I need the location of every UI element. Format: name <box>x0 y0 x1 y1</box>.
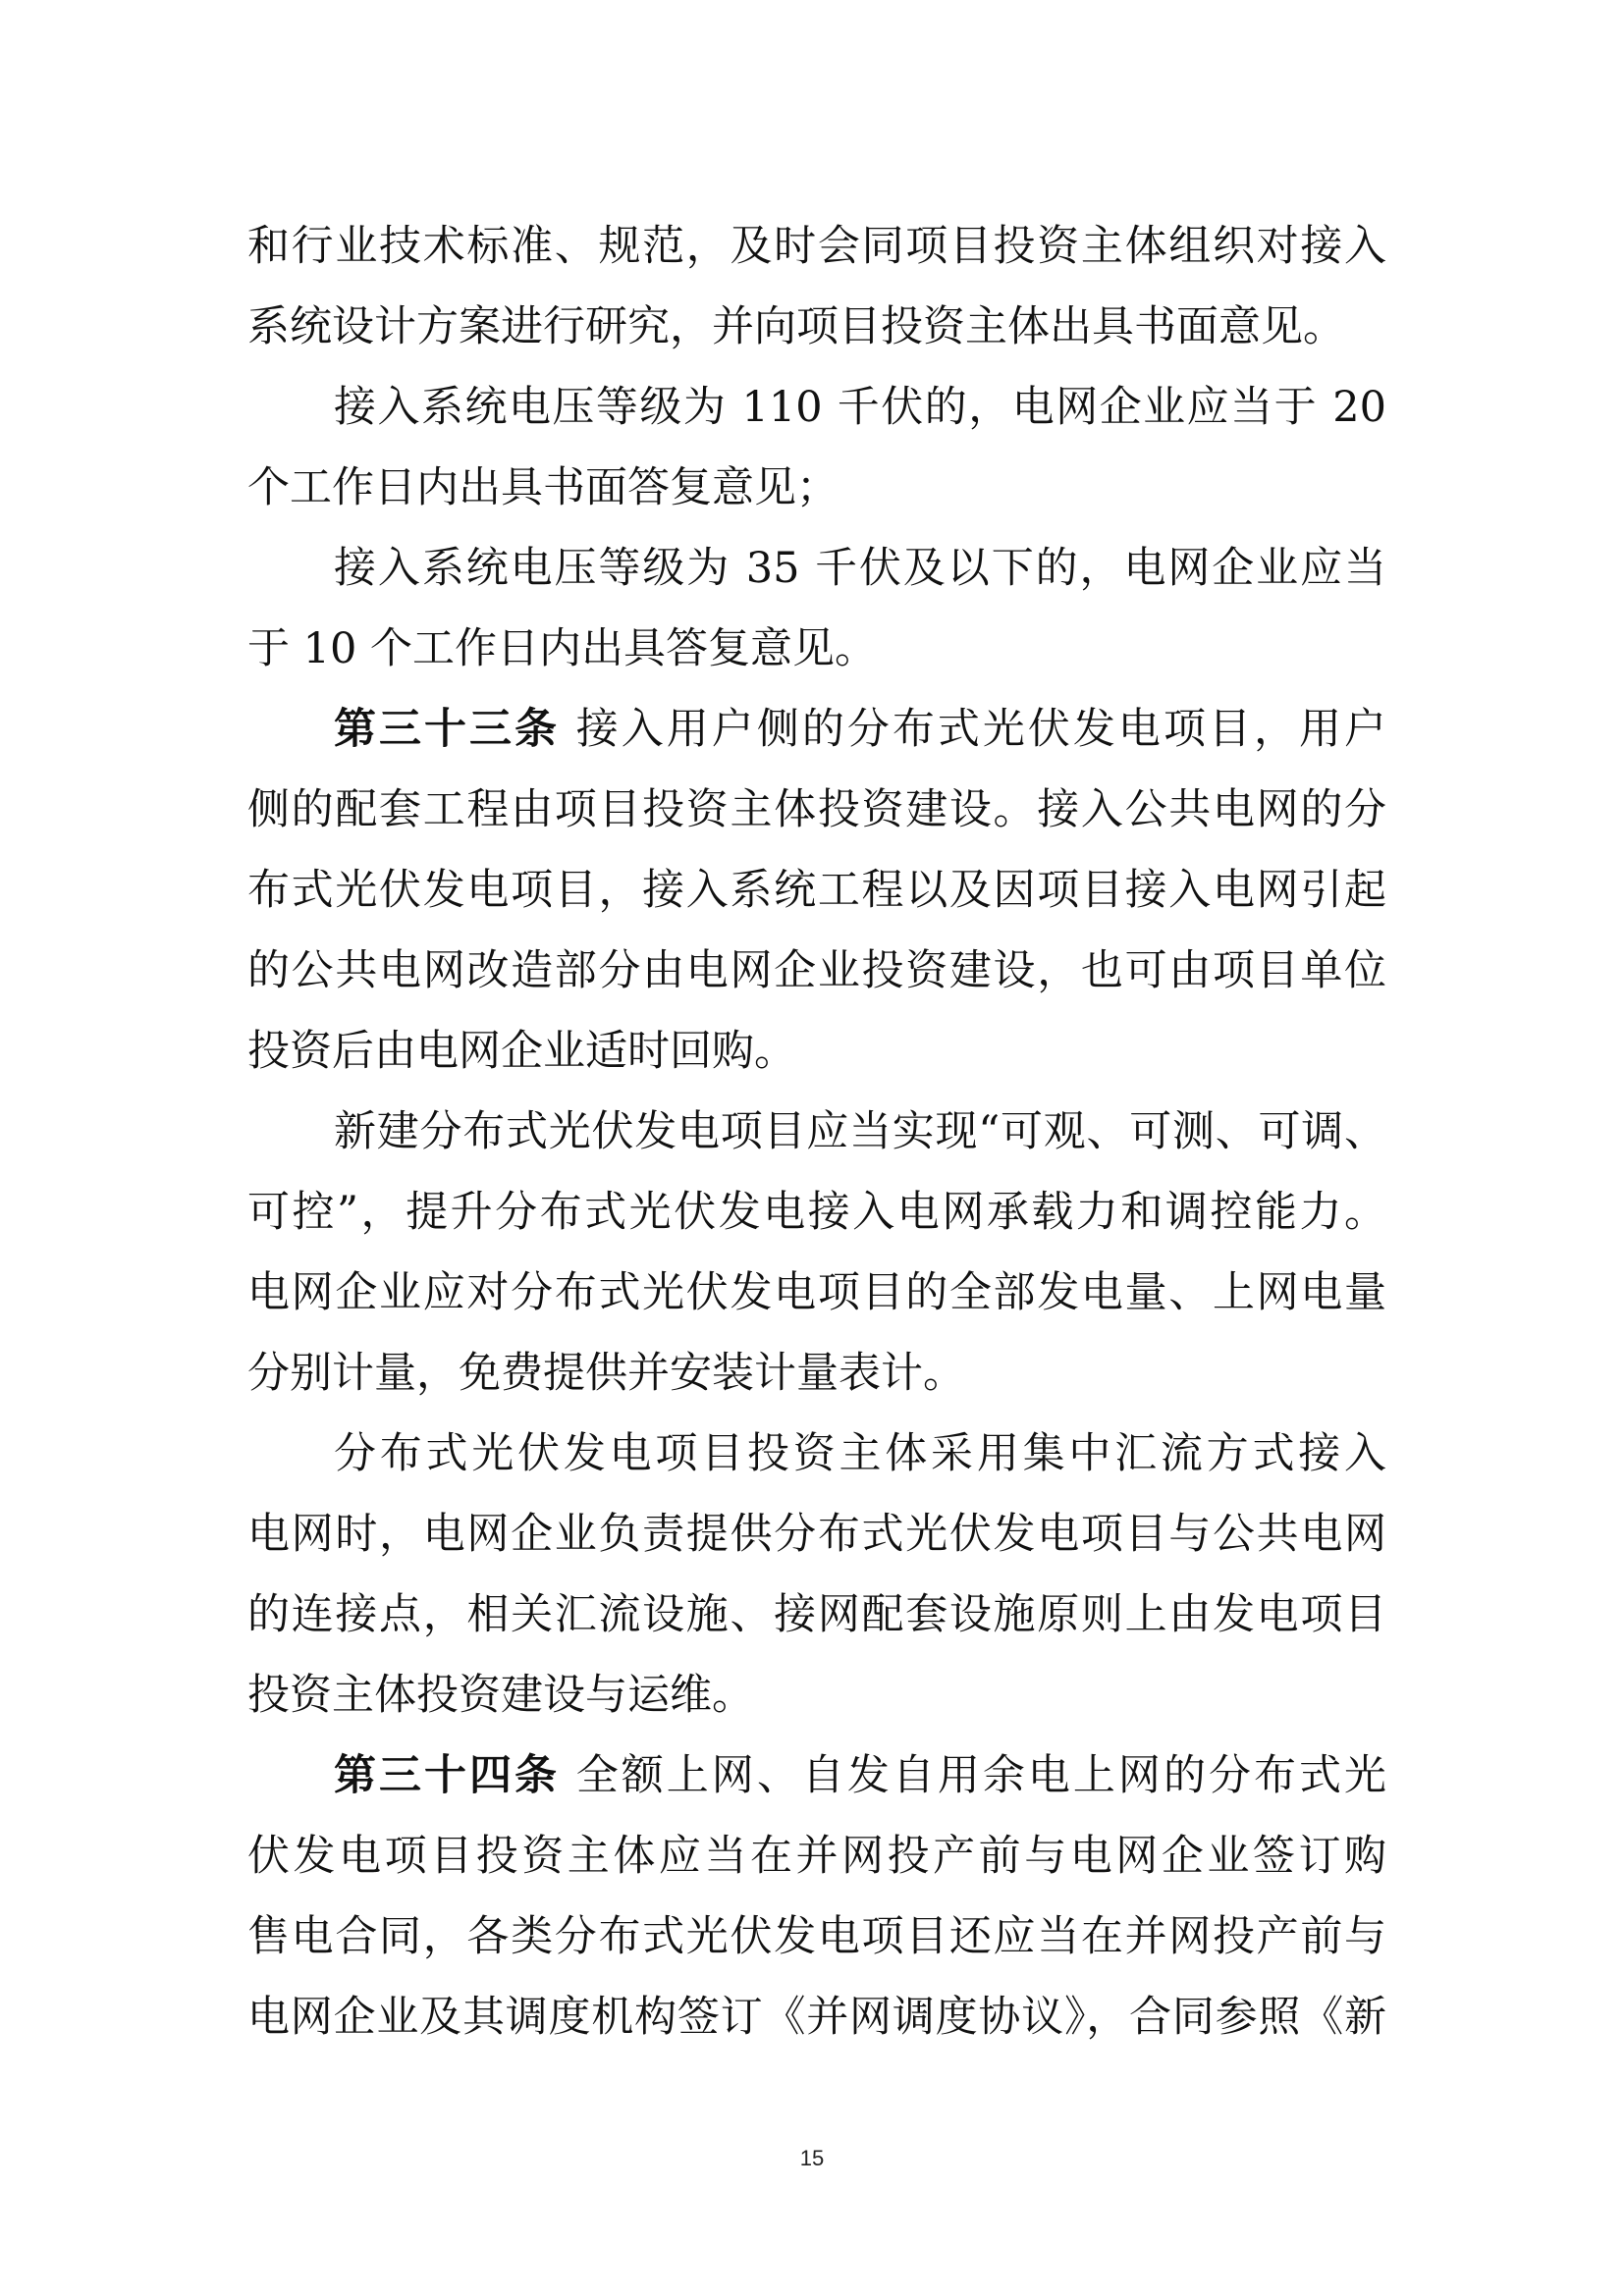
text-line <box>247 1333 1386 1414</box>
text-line <box>247 448 1386 528</box>
text-line <box>247 1977 1386 2057</box>
line-text: 电网企业应对分布式光伏发电项目的全部发电量、上网电量 <box>247 1268 1386 1317</box>
line-text: 个工作日内出具书面答复意见； <box>247 463 839 512</box>
line-text: 分别计量，免费提供并安装计量表计。 <box>247 1349 965 1398</box>
text-line <box>247 931 1386 1011</box>
line-text: 分布式光伏发电项目投资主体采用集中汇流方式接入 <box>334 1429 1386 1478</box>
text-line <box>247 1172 1386 1253</box>
line-text: 投资主体投资建设与运维。 <box>247 1671 754 1720</box>
text-line <box>247 367 1386 448</box>
text-line <box>247 1735 1386 1816</box>
text-line <box>247 1655 1386 1735</box>
line-text: 接入系统电压等级为 110 千伏的，电网企业应当于 20 <box>334 383 1386 432</box>
text-line <box>247 528 1386 609</box>
line-text: 售电合同，各类分布式光伏发电项目还应当在并网投产前与 <box>247 1912 1386 1961</box>
text-line <box>247 1011 1386 1092</box>
line-text: 布式光伏发电项目，接入系统工程以及因项目接入电网引起 <box>247 866 1386 915</box>
document-body <box>247 206 1386 2057</box>
text-line <box>247 206 1386 287</box>
article-heading: 第三十三条 <box>334 705 561 754</box>
article-heading: 第三十四条 <box>334 1751 561 1800</box>
text-line <box>247 1896 1386 1977</box>
line-text: 电网时，电网企业负责提供分布式光伏发电项目与公共电网 <box>247 1510 1386 1559</box>
line-text: 侧的配套工程由项目投资主体投资建设。接入公共电网的分 <box>247 785 1386 834</box>
text-line <box>247 1575 1386 1655</box>
text-line <box>247 1494 1386 1575</box>
text-line <box>247 1092 1386 1172</box>
line-text: 接入用户侧的分布式光伏发电项目，用户 <box>560 705 1387 754</box>
line-text: 的连接点，相关汇流设施、接网配套设施原则上由发电项目 <box>247 1590 1386 1639</box>
line-text: 于 10 个工作日内出具答复意见。 <box>247 624 878 673</box>
text-line <box>247 689 1386 770</box>
line-text: 和行业技术标准、规范，及时会同项目投资主体组织对接入 <box>247 222 1386 271</box>
text-line <box>247 1816 1386 1896</box>
text-line <box>247 1253 1386 1333</box>
text-line <box>247 609 1386 689</box>
line-text: 的公共电网改造部分由电网企业投资建设，也可由项目单位 <box>247 946 1386 995</box>
line-text: 电网企业及其调度机构签订《并网调度协议》，合同参照《新 <box>247 1993 1386 2042</box>
text-line <box>247 850 1386 931</box>
page-number: 15 <box>799 2146 825 2170</box>
line-text: 投资后由电网企业适时回购。 <box>247 1027 796 1076</box>
text-line <box>247 770 1386 850</box>
line-text: 新建分布式光伏发电项目应当实现“可观、可测、可调、 <box>334 1107 1386 1156</box>
line-text: 系统设计方案进行研究，并向项目投资主体出具书面意见。 <box>247 302 1345 351</box>
text-line <box>247 287 1386 367</box>
text-line <box>247 1414 1386 1494</box>
line-text: 接入系统电压等级为 35 千伏及以下的，电网企业应当 <box>334 544 1386 593</box>
line-text: 可控”，提升分布式光伏发电接入电网承载力和调控能力。 <box>247 1188 1386 1237</box>
line-text: 全额上网、自发自用余电上网的分布式光 <box>560 1751 1387 1800</box>
line-text: 伏发电项目投资主体应当在并网投产前与电网企业签订购 <box>247 1832 1386 1881</box>
